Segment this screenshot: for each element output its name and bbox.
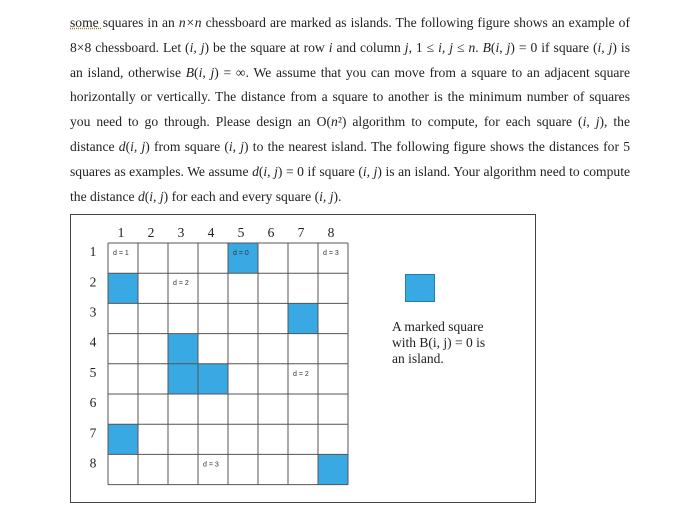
paragraph-text: ( — [490, 39, 496, 55]
distance-label: d = 2 — [293, 370, 309, 378]
first-word: some — [70, 15, 103, 30]
paragraph-text: i, j — [149, 188, 164, 204]
column-label: 6 — [267, 225, 275, 240]
distance-label: d = 3 — [203, 461, 219, 469]
paragraph-text: ) to the nearest island. The following figure — [244, 138, 486, 154]
paragraph-text: i, j — [228, 138, 245, 154]
island-cell — [168, 334, 198, 364]
legend-caption — [392, 319, 512, 366]
island-cell — [108, 424, 138, 454]
paragraph-text: ) = 0 if square ( — [277, 163, 363, 179]
column-label: 7 — [297, 225, 305, 240]
paragraph-text: d — [252, 163, 259, 179]
island-cell — [108, 273, 138, 303]
island-cell — [288, 303, 318, 333]
paragraph-text: ) = 0 if — [510, 39, 550, 55]
column-label: 5 — [237, 225, 245, 240]
row-label: 5 — [89, 364, 97, 380]
column-label: 8 — [327, 225, 335, 240]
paragraph-text: example of 8×8 chessboard. Let ( — [70, 15, 631, 55]
paragraph-text: i, j — [319, 188, 334, 204]
distance-label: d = 0 — [233, 250, 249, 257]
paragraph-text: ( — [258, 163, 264, 179]
paragraph-text: i, j — [597, 39, 613, 55]
distance-label: d = 1 — [113, 250, 129, 257]
column-label: 2 — [147, 225, 155, 240]
paragraph-text: squares in an — [102, 15, 179, 30]
paragraph-text: shows the distances for 5 squares as examples. We assume — [70, 138, 630, 179]
row-label: 2 — [89, 274, 97, 290]
legend-line-2: with B(i, j) = 0 is — [392, 334, 486, 350]
row-label: 3 — [89, 304, 97, 320]
paragraph-text: . — [475, 39, 483, 55]
paragraph-text: B — [185, 64, 195, 80]
paragraph-text: each square ( — [505, 114, 583, 130]
paragraph-text: ) for each and every square ( — [163, 188, 320, 204]
row-label: 1 — [89, 244, 97, 260]
figure-frame — [70, 214, 536, 503]
paragraph-text: ²) algorithm to compute, for — [337, 114, 500, 130]
row-label: 8 — [89, 455, 97, 471]
paragraph-text: ). — [333, 188, 342, 204]
legend-line-1: A marked square — [392, 319, 484, 334]
paragraph-text: i, j — [263, 163, 278, 179]
row-label: 7 — [89, 425, 97, 441]
paragraph-text: ( — [125, 138, 131, 154]
paragraph-text: i, j — [130, 138, 146, 154]
island-cell — [228, 243, 258, 273]
paragraph-text: ) from square ( — [145, 138, 229, 154]
island-cell — [168, 364, 198, 394]
paragraph-text: i, j — [189, 39, 205, 55]
paragraph-text: , 1 ≤ — [408, 39, 439, 55]
paragraph-text: i, j — [495, 39, 511, 55]
legend-island-swatch — [405, 274, 435, 302]
row-label: 4 — [89, 334, 97, 350]
paragraph-text: square ( — [553, 39, 598, 55]
paragraph-text: n×n — [178, 15, 202, 30]
paragraph-text: ) is an island, otherwise — [70, 39, 630, 80]
column-label: 4 — [207, 225, 215, 240]
paragraph-text: chessboard are marked as islands. The following figure shows an — [201, 15, 565, 30]
paragraph-text: i, j — [582, 114, 600, 130]
paragraph-text: ), the distance — [70, 114, 630, 154]
paragraph-text: i, j — [362, 163, 378, 179]
paragraph-text: ≤ — [453, 39, 469, 55]
paragraph-text: and column — [332, 39, 405, 55]
paragraph-text: j — [404, 39, 409, 55]
island-cell — [198, 364, 228, 394]
legend-line-3: an island. — [392, 350, 444, 366]
paragraph-text: i — [328, 39, 333, 55]
paragraph-text: i, j — [438, 39, 454, 55]
paragraph-text: ) = ∞. We assume that you can move from a square to an — [214, 64, 540, 80]
paragraph-text: Your algorithm need to compute the distance — [70, 163, 631, 204]
paragraph-text: ( — [194, 64, 199, 80]
paragraph-text: n — [468, 39, 476, 55]
paragraph-text: ( — [144, 188, 150, 204]
paragraph-text: d — [118, 138, 126, 154]
column-label: 1 — [117, 225, 125, 240]
row-label: 6 — [89, 395, 97, 411]
paragraph-text: n — [331, 114, 338, 130]
problem-paragraph — [70, 11, 630, 209]
island-cell — [318, 454, 348, 484]
paragraph-text: ) be the square at row — [204, 39, 329, 55]
paragraph-text: B — [482, 39, 491, 55]
distance-label: d = 2 — [173, 280, 189, 288]
paragraph-text: d — [137, 188, 145, 204]
paragraph-text: adjacent square horizontally or vertically. The distance from a square to another is the minimum — [70, 64, 630, 105]
paragraph-text: ) is an island. — [377, 163, 451, 179]
column-label: 3 — [177, 225, 185, 240]
distance-label: d = 3 — [323, 250, 339, 257]
paragraph-text: i, j — [198, 64, 215, 80]
paragraph-text: number of squares you need to go through. Please design an O( — [70, 89, 631, 130]
